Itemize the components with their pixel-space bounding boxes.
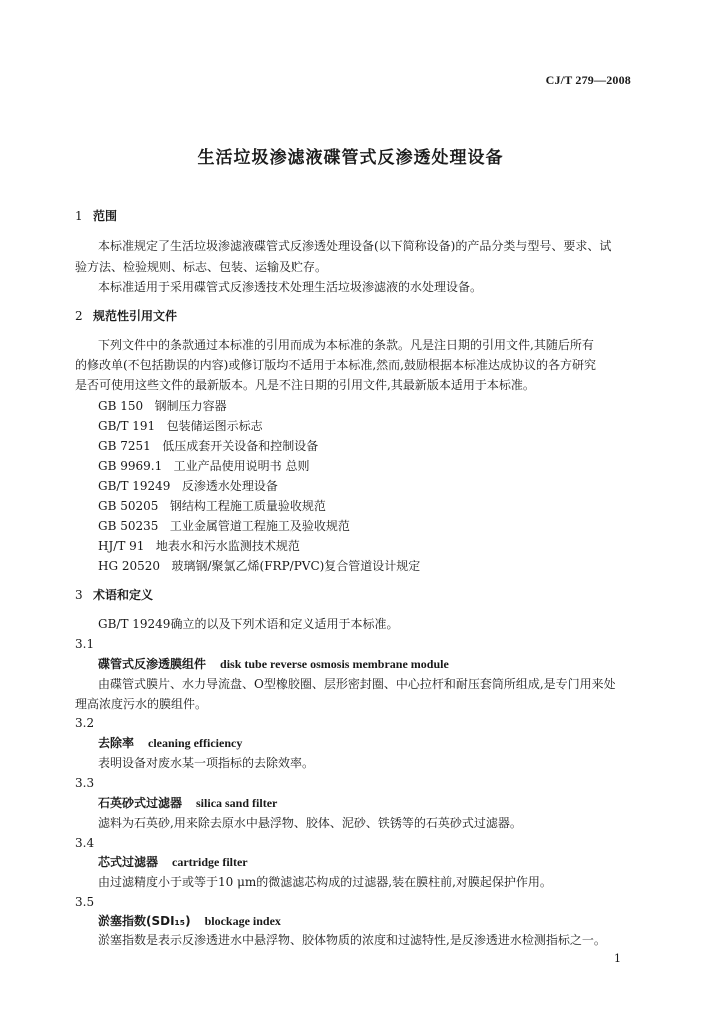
reference-item [98, 479, 278, 493]
reference-name: 工业金属管道工程施工及验收规范 [169, 519, 350, 533]
reference-item [98, 519, 350, 533]
term-en: silica sand filter [196, 796, 278, 810]
term-number: 3.4 [75, 836, 95, 850]
reference-name: 反渗透水处理设备 [181, 479, 278, 493]
section-2-para-1b: 的修改单(不包括勘误的内容)或修订版均不适用于本标准,然而,鼓励根据本标准达成协议的各方研究 [75, 358, 596, 372]
page-number: 1 [614, 952, 621, 965]
reference-code: GB 7251 [98, 439, 151, 453]
reference-code: HJ/T 91 [98, 539, 145, 553]
term-heading [98, 855, 248, 869]
reference-name: 钢制压力容器 [154, 399, 227, 413]
term-definition: 由碟管式膜片、水力导流盘、O型橡胶圈、层形密封圈、中心拉杆和耐压套筒所组成,是专门用来处 [98, 677, 616, 691]
term-definition: 表明设备对废水某一项指标的去除效率。 [98, 756, 315, 770]
term-cn: 石英砂式过滤器 [98, 796, 183, 810]
section-2-title: 规范性引用文件 [93, 309, 178, 323]
reference-item [98, 499, 326, 513]
term-heading [98, 657, 449, 671]
reference-code: GB/T 191 [98, 419, 156, 433]
term-number: 3.2 [75, 716, 95, 730]
term-definition: 淤塞指数是表示反渗透进水中悬浮物、胶体物质的浓度和过滤特性,是反渗透进水检测指标之一。 [98, 933, 606, 947]
reference-code: GB 50205 [98, 499, 159, 513]
section-3-number: 3 [75, 588, 83, 602]
reference-name: 低压成套开关设备和控制设备 [162, 439, 319, 453]
reference-code: GB 9969.1 [98, 459, 163, 473]
reference-item [98, 439, 318, 453]
section-2-para-1a: 下列文件中的条款通过本标准的引用而成为本标准的条款。凡是注日期的引用文件,其随后所有 [98, 338, 594, 352]
term-en: blockage index [204, 914, 281, 928]
section-1-para-1a: 本标准规定了生活垃圾渗滤液碟管式反渗透处理设备(以下简称设备)的产品分类与型号、要求、试 [98, 239, 612, 253]
term-cn: 淤塞指数(SDI₁₅) [98, 914, 191, 928]
section-1-number: 1 [75, 209, 83, 223]
reference-item [98, 419, 263, 433]
reference-name: 地表水和污水监测技术规范 [155, 539, 300, 553]
term-en: cartridge filter [172, 855, 248, 869]
document-title: 生活垃圾渗滤液碟管式反渗透处理设备 [197, 148, 504, 168]
reference-name: 玻璃钢/聚氯乙烯(FRP/PVC)复合管道设计规定 [171, 559, 421, 573]
reference-name: 工业产品使用说明书 总则 [173, 459, 310, 473]
reference-code: HG 20520 [98, 559, 161, 573]
term-number: 3.5 [75, 895, 95, 909]
section-3-intro: GB/T 19249确立的以及下列术语和定义适用于本标准。 [98, 617, 399, 631]
standard-code: CJ/T 279—2008 [545, 73, 631, 87]
term-cn: 去除率 [98, 736, 135, 750]
reference-name: 钢结构工程施工质量验收规范 [169, 499, 326, 513]
term-en: cleaning efficiency [148, 736, 243, 750]
section-1-title: 范围 [93, 209, 118, 223]
reference-item [98, 559, 420, 573]
term-definition-cont: 理高浓度污水的膜组件。 [75, 697, 208, 711]
reference-item [98, 399, 227, 413]
section-2-number: 2 [75, 309, 83, 323]
term-cn: 碟管式反渗透膜组件 [98, 657, 207, 671]
term-definition: 滤料为石英砂,用来除去原水中悬浮物、胶体、泥砂、铁锈等的石英砂式过滤器。 [98, 816, 522, 830]
reference-code: GB/T 19249 [98, 479, 171, 493]
reference-name: 包装储运图示标志 [166, 419, 263, 433]
section-1-para-1b: 验方法、检验规则、标志、包装、运输及贮存。 [75, 260, 328, 274]
term-number: 3.1 [75, 637, 95, 651]
section-1-para-2: 本标准适用于采用碟管式反渗透技术处理生活垃圾渗滤液的水处理设备。 [98, 280, 483, 294]
reference-item [98, 539, 300, 553]
term-en: disk tube reverse osmosis membrane module [220, 657, 449, 671]
term-number: 3.3 [75, 776, 95, 790]
section-3-title: 术语和定义 [93, 588, 154, 602]
term-heading [98, 914, 281, 928]
term-heading [98, 796, 277, 810]
reference-code: GB 150 [98, 399, 144, 413]
term-heading [98, 736, 242, 750]
term-definition: 由过滤精度小于或等于10 μm的微滤滤芯构成的过滤器,装在膜柱前,对膜起保护作用。 [98, 875, 552, 889]
section-2-para-1c: 是否可使用这些文件的最新版本。凡是不注日期的引用文件,其最新版本适用于本标准。 [75, 378, 535, 392]
reference-code: GB 50235 [98, 519, 159, 533]
reference-item [98, 459, 310, 473]
term-cn: 芯式过滤器 [98, 855, 159, 869]
